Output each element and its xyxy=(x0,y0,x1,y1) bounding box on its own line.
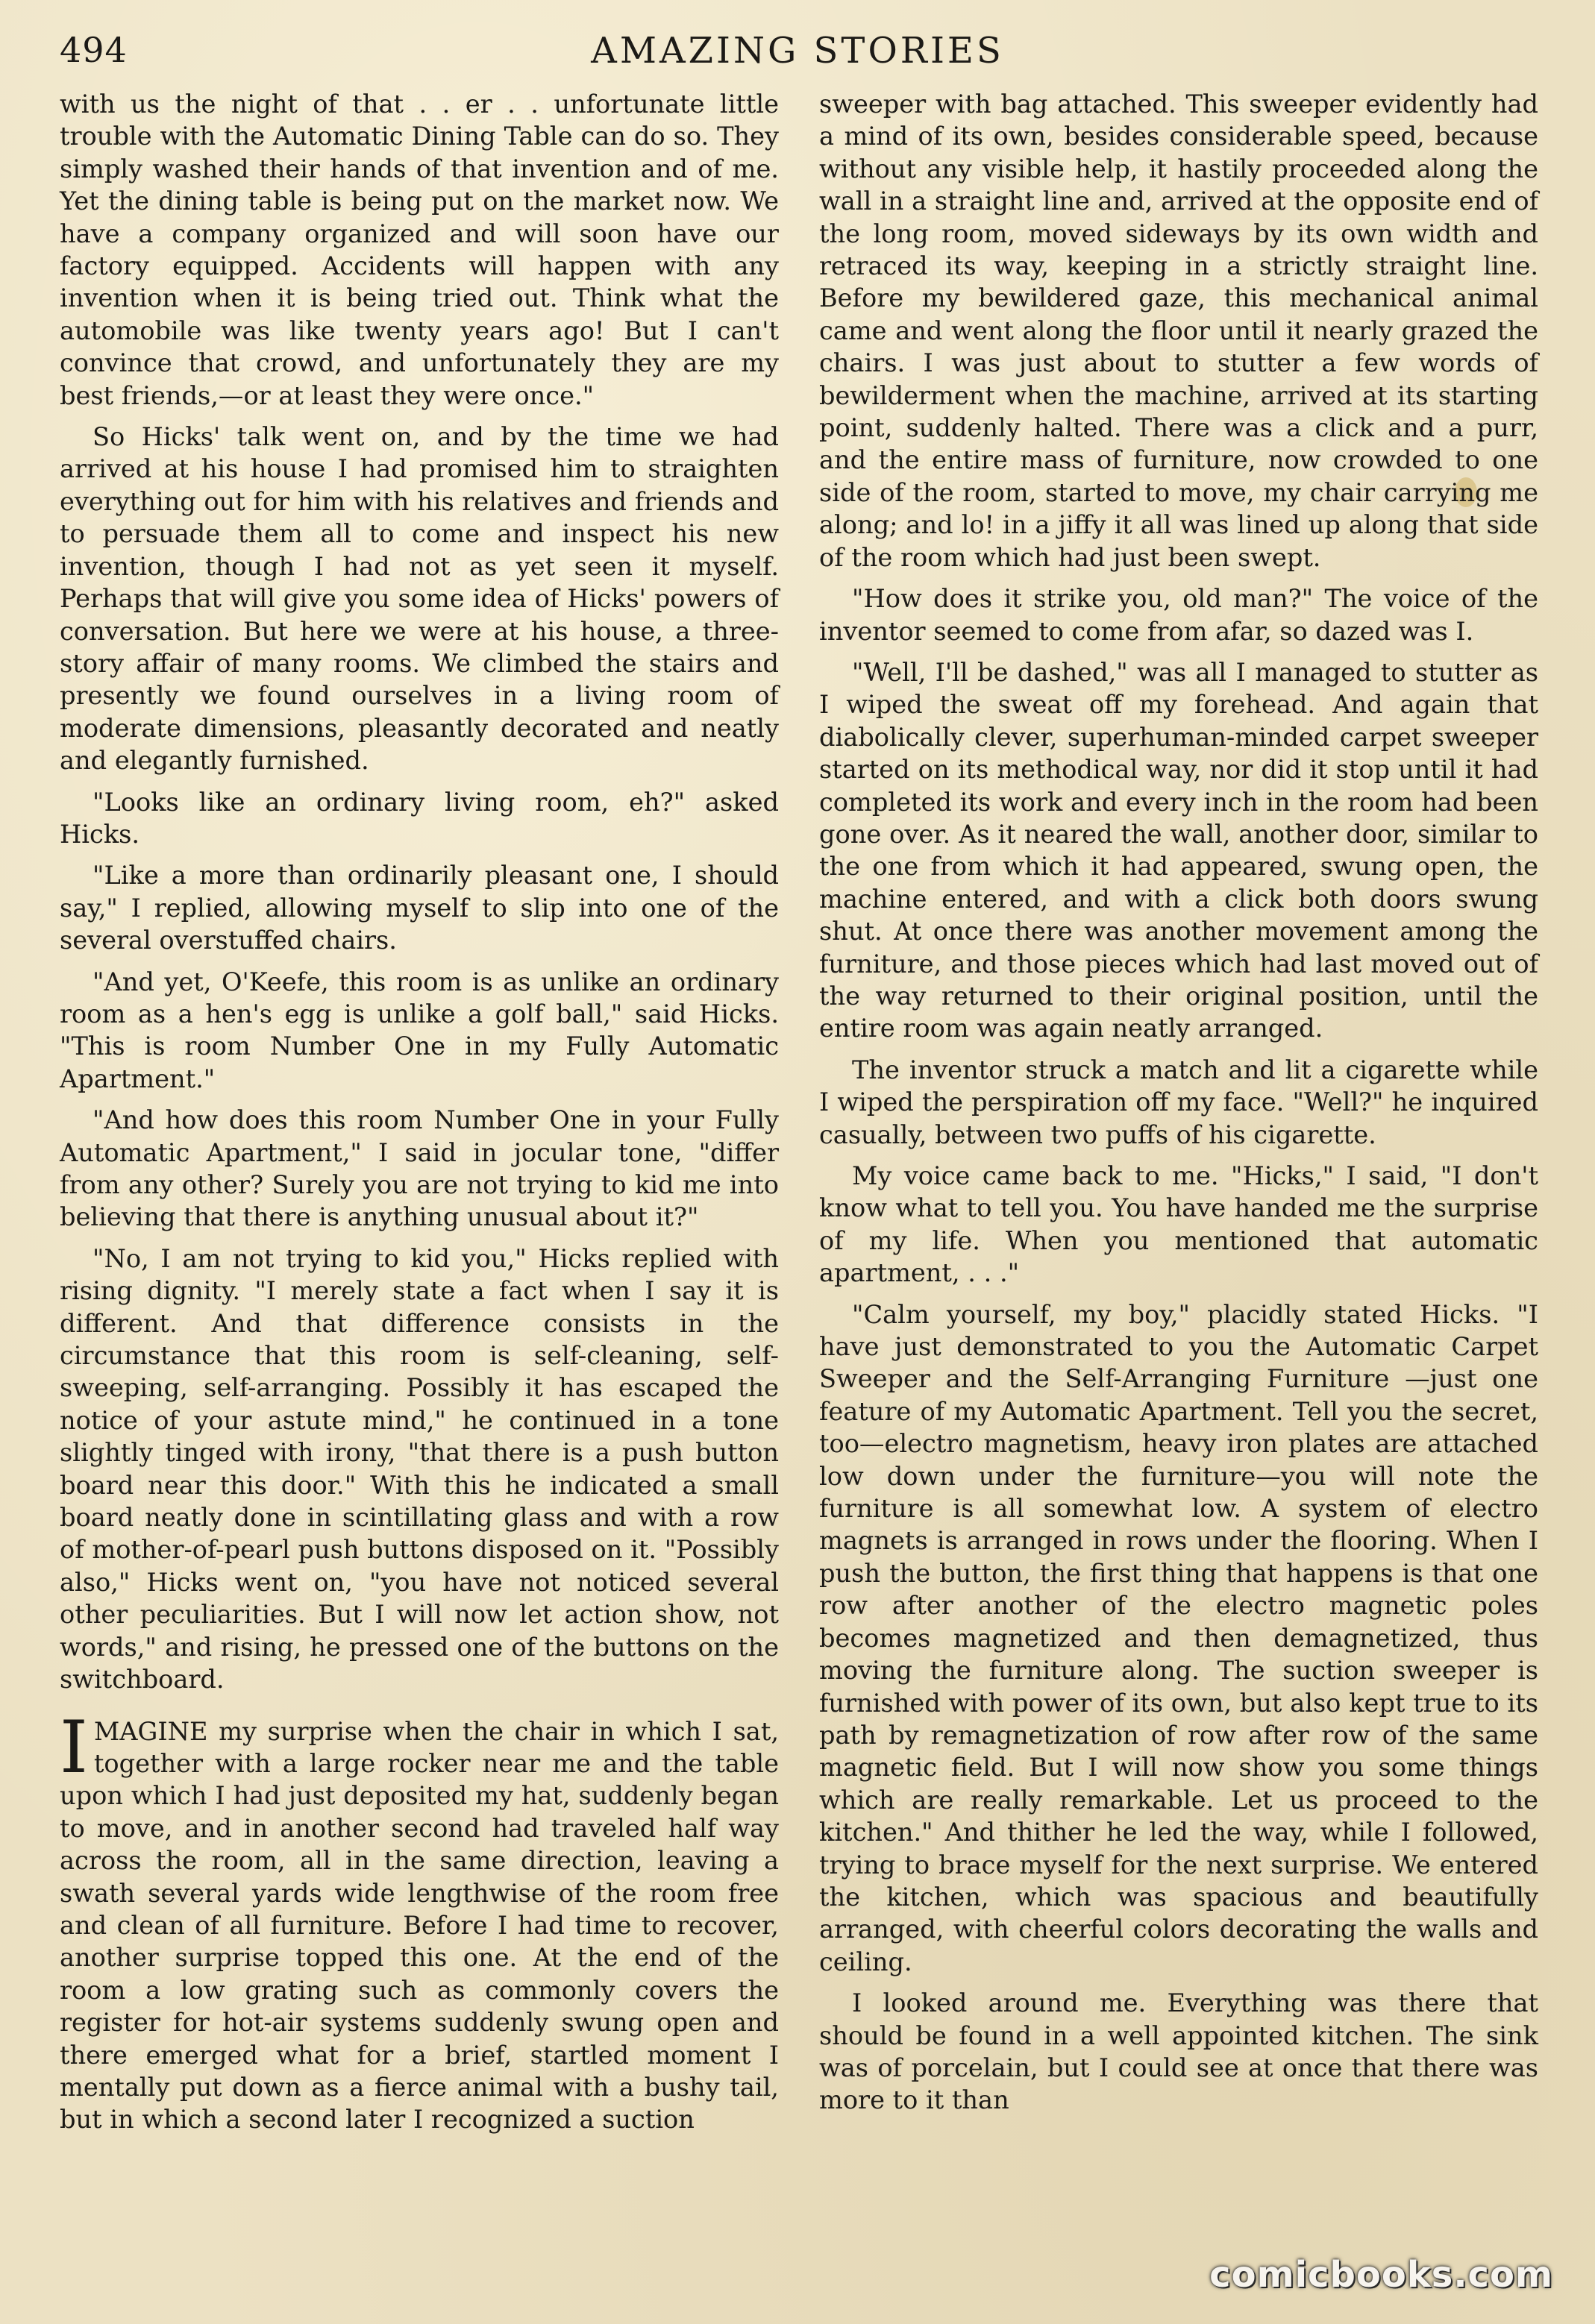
page-header xyxy=(60,30,1535,82)
paragraph-text: MAGINE my surprise when the chair in which I sat, together with a large rocker near me and the table upon which I had just deposited my hat, suddenly began to move, and in another second had traveled half way across the room, all in the same direction, leaving a swath several yards wide lengthwise of the room free and clean of all furniture. Before I had time to recover, another surprise topped this one. At the end of the room a low grating such as commonly covers the register for hot-air systems suddenly swung open and there emerged what for a brief, startled moment I mentally put down as a fierce animal with a bushy tail, but in which a second later I recognized a suction xyxy=(60,1716,779,2135)
paragraph: "Looks like an ordinary living room, eh?" asked Hicks. xyxy=(60,787,779,849)
paragraph: I looked around me. Everything was there that should be found in a well appointed kitchen. The sink was of porcelain, but I could see at once that there was more to it than xyxy=(819,1988,1538,2115)
paragraph: "And how does this room Number One in your Fully Automatic Apartment," I said in jocular tone, "differ from any other? Surely you are not trying to kid me into believing that there is anything unusual about it?" xyxy=(60,1105,779,1232)
left-column xyxy=(60,88,779,2145)
paragraph: sweeper with bag attached. This sweeper evidently had a mind of its own, besides considerable speed, because without any visible help, it hastily proceeded along the wall in a straight line and, arrived at the opposite end of the long room, moved sideways by its own width and retraced its way, keeping in a strictly straight line. Before my bewildered gaze, this mechanical animal came and went along the floor until it nearly grazed the chairs. I was just about to stutter a few words of bewilderment when the machine, arrived at its starting point, suddenly halted. There was a click and a purr, and the entire mass of furniture, now crowded to one side of the room, started to move, my chair carrying me along; and lo! in a jiffy it all was lined up along that side of the room which had just been swept. xyxy=(819,89,1538,572)
paragraph: "Like a more than ordinarily pleasant one, I should say," I replied, allowing myself to slip into one of the several overstuffed chairs. xyxy=(60,861,779,955)
paragraph: "Calm yourself, my boy," placidly stated Hicks. "I have just demonstrated to you the Automatic Carpet Sweeper and the Self-Arranging Furniture —just one feature of my Automatic Apartment. Tell you the secret, too—electro magnetism, heavy iron plates are attached low down under the furniture—you will note the furniture is all somewhat low. A system of electro magnets is arranged in rows under the flooring. When I push the button, the first thing that happens is that one row after another of the electro magnetic poles becomes magnetized and then demagnetized, thus moving the furniture along. The suction sweeper is furnished with power of its own, but also kept true to its path by remagnetization of row after row of the same magnetic field. But I will now show you some things which are really remarkable. Let us proceed to the kitchen." And thither he led the way, while I followed, trying to brace myself for the next surprise. We entered the kitchen, which was spacious and beautifully arranged, with cheerful colors decorating the walls and ceiling. xyxy=(819,1299,1538,1976)
site-watermark: comicbooks.com xyxy=(1209,2254,1553,2296)
paragraph: "How does it strike you, old man?" The voice of the inventor seemed to come from afar, so dazed was I. xyxy=(819,584,1538,646)
paragraph: "And yet, O'Keefe, this room is as unlike an ordinary room as a hen's egg is unlike a golf ball," said Hicks. "This is room Number One in my Fully Automatic Apartment." xyxy=(60,967,779,1093)
paragraph: The inventor struck a match and lit a cigarette while I wiped the perspiration off my face. "Well?" he inquired casually, between two puffs of his cigarette. xyxy=(819,1055,1538,1149)
section-start-paragraph xyxy=(60,1705,779,2136)
right-column xyxy=(819,88,1538,2126)
paragraph: My voice came back to me. "Hicks," I said, "I don't know what to tell you. You have handed me the surprise of my life. When you mentioned that automatic apartment, . . ." xyxy=(819,1161,1538,1288)
paragraph: "No, I am not trying to kid you," Hicks replied with rising dignity. "I merely state a fact when I say it is different. And that difference consists in the circumstance that this room is self-cleaning, self-sweeping, self-arranging. Possibly it has escaped the notice of your astute mind," he continued in a tone slightly tinged with irony, "that there is a push button board near this door." With this he indicated a small board neatly done in scintillating glass and with a row of mother-of-pearl push buttons disposed on it. "Possibly also," Hicks went on, "you have not noticed several other peculiarities. But I will now let action show, not words," and rising, he pressed one of the buttons on the switchboard. xyxy=(60,1243,779,1695)
page-number: 494 xyxy=(60,30,128,70)
running-title: AMAZING STORIES xyxy=(591,30,1004,72)
drop-cap: I xyxy=(60,1705,88,1789)
paragraph: "Well, I'll be dashed," was all I managed to stutter as I wiped the sweat off my forehead. And again that diabolically clever, superhuman-minded carpet sweeper started on its methodical way, nor did it stop until it had completed its work and every inch in the room had been gone over. As it neared the wall, another door, similar to the one from which it had appeared, swung open, the machine entered, and with a click both doors swung shut. At once there was another movement among the furniture, and those pieces which had last moved out of the way returned to their original position, until the entire room was again neatly arranged. xyxy=(819,657,1538,1043)
paragraph: So Hicks' talk went on, and by the time we had arrived at his house I had promised him to straighten everything out for him with his relatives and friends and to persuade them all to come and inspect his new invention, though I had not as yet seen it myself. Perhaps that will give you some idea of Hicks' powers of conversation. But here we were at his house, a three-story affair of many rooms. We climbed the stairs and presently we found ourselves in a living room of moderate dimensions, pleasantly decorated and neatly and elegantly furnished. xyxy=(60,422,779,776)
paragraph: with us the night of that . . er . . unfortunate little trouble with the Automatic Dining Table can do so. They simply washed their hands of that invention and of me. Yet the dining table is being put on the market now. We have a company organized and will soon have our factory equipped. Accidents will happen with any invention when it is being tried out. Think what the automobile was like twenty years ago! But I can't convince that crowd, and unfortunately they are my best friends,—or at least they were once." xyxy=(60,89,779,410)
